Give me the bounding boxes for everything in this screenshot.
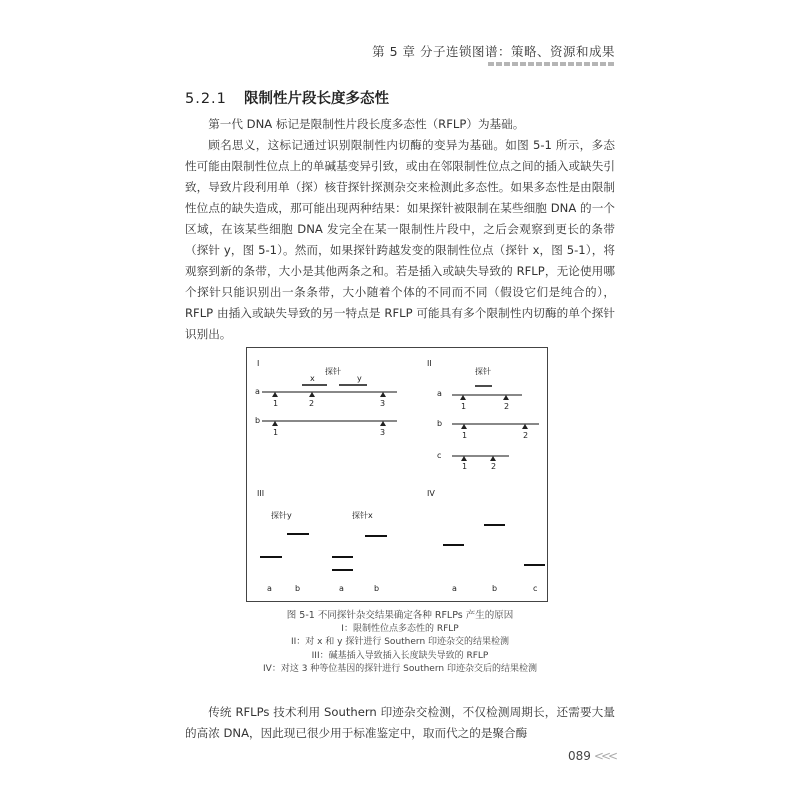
panel-II bbox=[427, 359, 539, 471]
probe-x-label: 探针x bbox=[352, 511, 373, 520]
probe-title: 探针 bbox=[475, 367, 491, 376]
section-heading bbox=[185, 87, 389, 108]
probe-y-label: y bbox=[357, 374, 362, 383]
panel-label: I bbox=[257, 359, 260, 368]
site-number: 1 bbox=[273, 399, 279, 408]
header-rule bbox=[488, 62, 616, 66]
row-label: a bbox=[255, 387, 260, 396]
panel-label: IV bbox=[427, 489, 435, 498]
row-label: a bbox=[437, 389, 442, 398]
lane-label: b bbox=[492, 584, 498, 593]
site-number: 1 bbox=[273, 428, 279, 437]
panel-IV bbox=[427, 489, 545, 593]
paragraph: 传统 RFLPs 技术利用 Southern 印迹杂交检测，不仅检测周期长，还需要大量的高浓 DNA，因此现已很少用于标准鉴定中，取而代之的是聚合酶 bbox=[185, 705, 615, 740]
paragraph: 顾名思义，这标记通过识别限制性内切酶的变异为基础。如图 5-1 所示，多态性可能由限制性位点上的单碱基变异引致，或由在邻限制性位点之间的插入或缺失引致，导致片段利用单（探）核苷探针探测杂交来检测此多态性。如果多态性是由限制性位点的缺失造成，那可能出现两种结果：如果探针被限制在某些细胞 DNA 的一个区域，在该某些细胞 DNA 发完全在某一限制性片段中，之后会观察到更长的条带（探针 y，图 5-1）。然而，如果探针跨越发变的限制性位点（探针 x，图 5-1），将观察到新的条带，大小是其他两条之和。若是插入或缺失导致的 RFLP，无论使用哪个探针只能识别出一条条带，大小随着个体的不同而不同（假设它们是纯合的），RFLP 由插入或缺失导致的另一特点是 RFLP 可能具有多个限制性内切酶的单个探针识别出。 bbox=[185, 138, 615, 341]
probe-x-label: x bbox=[310, 374, 315, 383]
row-label: b bbox=[255, 416, 261, 425]
chevron-left-icon: <<< bbox=[593, 749, 616, 763]
caption-line: I：限制性位点多态性的 RFLP bbox=[341, 623, 459, 634]
section-number: 5.2.1 bbox=[185, 91, 227, 107]
lane-label: a bbox=[267, 584, 272, 593]
after-text bbox=[185, 702, 615, 744]
row-label: b bbox=[437, 419, 443, 428]
lane-label: a bbox=[339, 584, 344, 593]
restriction-site-marker bbox=[461, 424, 467, 429]
section-title: 限制性片段长度多态性 bbox=[243, 91, 389, 107]
site-number: 1 bbox=[461, 402, 467, 411]
restriction-site-marker bbox=[380, 421, 386, 426]
restriction-site-marker bbox=[490, 456, 496, 461]
caption-title: 图 5-1 不同探针杂交结果确定各种 RFLPs 产生的原因 bbox=[286, 610, 514, 621]
restriction-site-marker bbox=[522, 424, 528, 429]
caption-line: III：碱基插入导致插入长度缺失导致的 RFLP bbox=[311, 650, 489, 661]
restriction-site-marker bbox=[460, 395, 466, 400]
restriction-site-marker bbox=[461, 456, 467, 461]
caption-line: II：对 x 和 y 探针进行 Southern 印迹杂交的结果检测 bbox=[290, 637, 510, 647]
probe-title: 探针 bbox=[325, 367, 341, 376]
site-number: 2 bbox=[504, 402, 510, 411]
running-header: 第 5 章 分子连锁图谱：策略、资源和成果 bbox=[372, 44, 615, 59]
restriction-site-marker bbox=[309, 392, 315, 397]
lane-label: b bbox=[374, 584, 380, 593]
figure-caption bbox=[185, 609, 615, 677]
restriction-site-marker bbox=[380, 392, 386, 397]
lane-label: b bbox=[295, 584, 301, 593]
panel-label: III bbox=[257, 489, 265, 498]
lane-label: a bbox=[452, 584, 457, 593]
site-number: 1 bbox=[462, 431, 468, 440]
restriction-site-marker bbox=[503, 395, 509, 400]
panel-label: II bbox=[427, 359, 432, 368]
site-number: 3 bbox=[380, 399, 386, 408]
page-number-value: 089 bbox=[568, 749, 591, 763]
restriction-site-marker bbox=[272, 421, 278, 426]
site-number: 2 bbox=[491, 462, 497, 471]
site-number: 1 bbox=[462, 462, 468, 471]
figure-5-1 bbox=[246, 347, 548, 602]
panel-III bbox=[257, 489, 387, 593]
body-text bbox=[185, 114, 615, 345]
page-number bbox=[568, 749, 615, 763]
panel-I bbox=[255, 359, 397, 437]
caption-line: IV：对这 3 种等位基因的探针进行 Southern 印迹杂交后的结果检测 bbox=[263, 664, 537, 674]
lane-label: c bbox=[533, 584, 538, 593]
probe-y-label: 探针y bbox=[271, 511, 292, 520]
restriction-site-marker bbox=[272, 392, 278, 397]
paragraph: 第一代 DNA 标记是限制性片段长度多态性（RFLP）为基础。 bbox=[208, 117, 525, 131]
site-number: 2 bbox=[523, 431, 529, 440]
site-number: 3 bbox=[380, 428, 386, 437]
site-number: 2 bbox=[309, 399, 315, 408]
row-label: c bbox=[437, 451, 442, 460]
